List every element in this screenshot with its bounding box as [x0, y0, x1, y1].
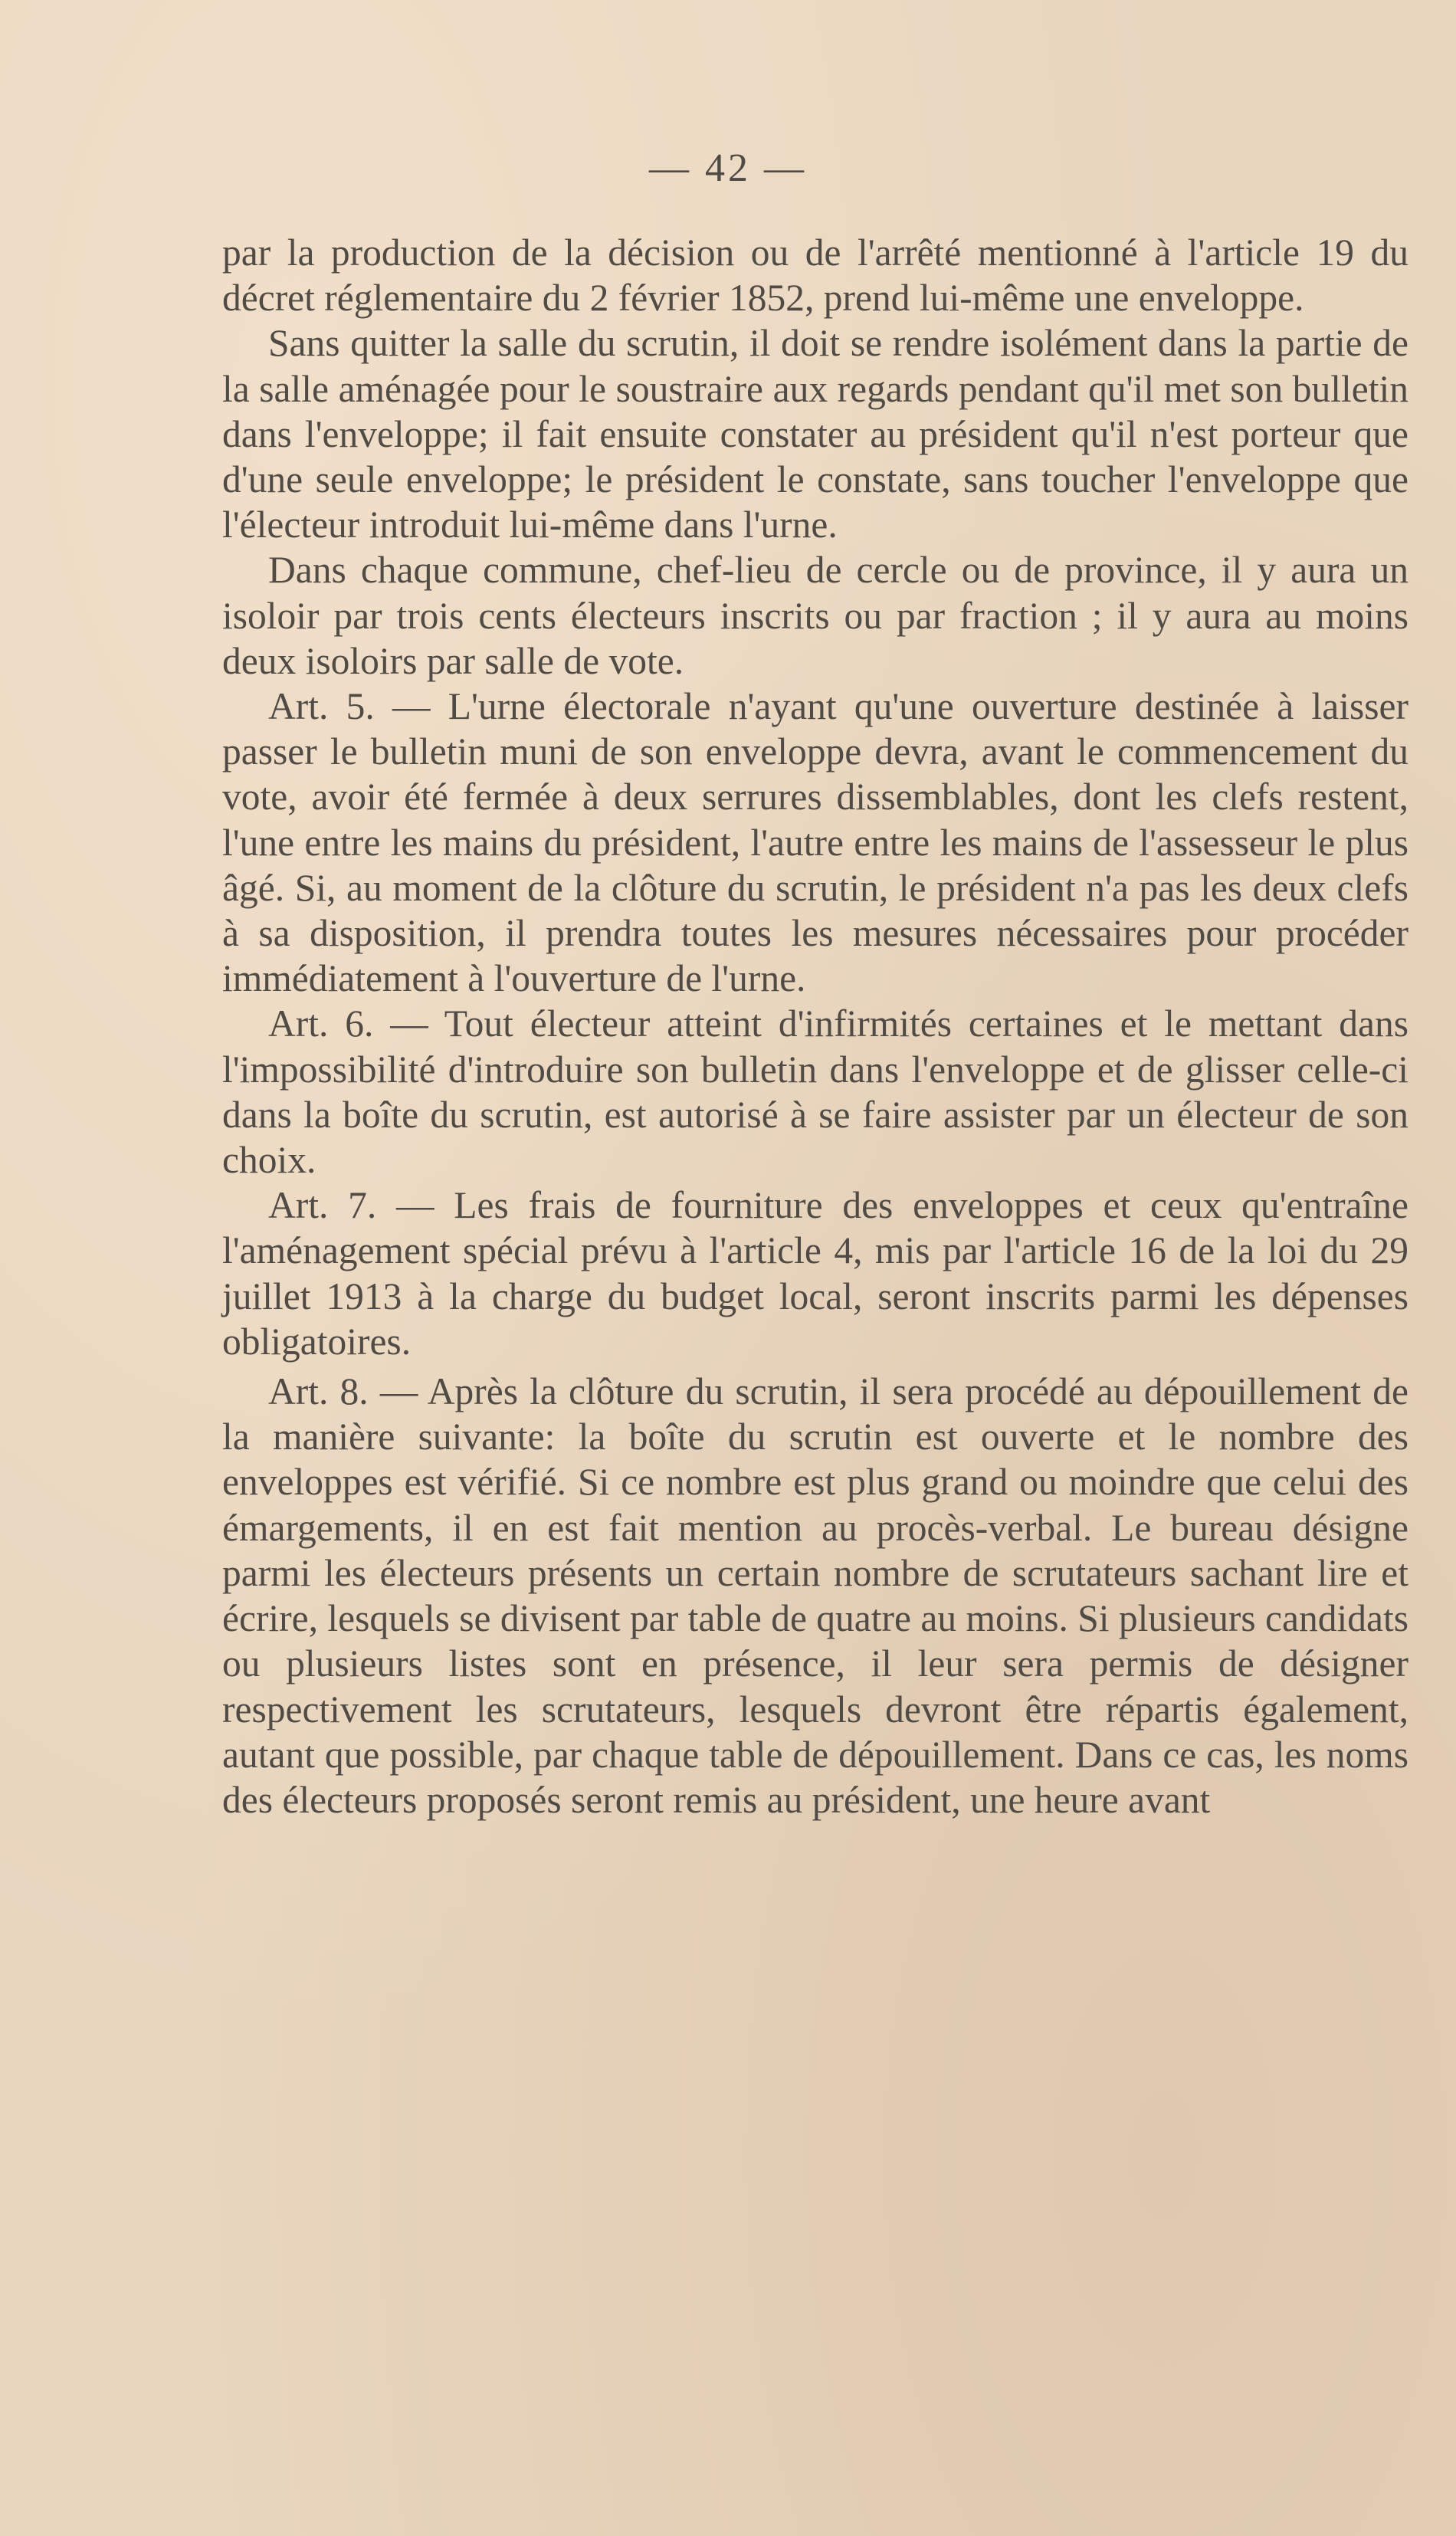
- paragraph-isolement: Sans quitter la salle du scrutin, il doit se rendre isolément dans la partie de la salle aménagée pour le soustraire aux regards pendant qu'il met son bulletin dans l'enveloppe; il fait ensuite constater au président qu'il n'est porteur que d'une seule enveloppe; le président le constate, sans toucher l'enveloppe que l'électeur introduit lui-même dans l'urne.: [222, 322, 1408, 546]
- paragraph-continuation: par la production de la décision ou de l'arrêté mentionné à l'article 19 du décret réglementaire du 2 février 1852, prend lui-même une enveloppe.: [222, 231, 1408, 320]
- page-number: — 42 —: [649, 146, 807, 190]
- paragraph-article-8: Art. 8. — Après la clôture du scrutin, il sera procédé au dépouillement de la manière suivante: la boîte du scrutin est ouverte et le nombre des enveloppes est vérifié. Si ce nombre est plus grand ou moindre que celui des émargements, il en est fait mention au procès-verbal. Le bureau désigne parmi les électeurs présents un certain nombre de scrutateurs sachant lire et écrire, lesquels se divisent par table de quatre au moins. Si plusieurs candidats ou plusieurs listes sont en présence, il leur sera permis de désigner respectivement les scrutateurs, lesquels devront être répartis également, autant que possible, par chaque table de dépouillement. Dans ce cas, les noms des électeurs proposés seront remis au président, une heure avant: [222, 1370, 1408, 1821]
- paragraph-article-7: Art. 7. — Les frais de fourniture des enveloppes et ceux qu'entraîne l'aménagement spécial prévu à l'article 4, mis par l'article 16 de la loi du 29 juillet 1913 à la charge du budget local, seront inscrits parmi les dépenses obligatoires.: [222, 1184, 1408, 1363]
- paragraph-article-5: Art. 5. — L'urne électorale n'ayant qu'une ouverture destinée à laisser passer le bulletin muni de son enveloppe devra, avant le commencement du vote, avoir été fermée à deux serrures dissemblables, dont les clefs restent, l'une entre les mains du président, l'autre entre les mains de l'assesseur le plus âgé. Si, au moment de la clôture du scrutin, le président n'a pas les deux clefs à sa disposition, il prendra toutes les mesures nécessaires pour procéder immédiatement à l'ouverture de l'urne.: [222, 685, 1408, 1000]
- body-text: [222, 230, 1408, 1822]
- paragraph-isoloirs: Dans chaque commune, chef-lieu de cercle ou de province, il y aura un isoloir par trois cents électeurs inscrits ou par fraction ; il y aura au moins deux isoloirs par salle de vote.: [222, 549, 1408, 682]
- paragraph-article-6: Art. 6. — Tout électeur atteint d'infirmités certaines et le mettant dans l'impossibilité d'introduire son bulletin dans l'enveloppe et de glisser celle-ci dans la boîte du scrutin, est autorisé à se faire assister par un électeur de son choix.: [222, 1002, 1408, 1182]
